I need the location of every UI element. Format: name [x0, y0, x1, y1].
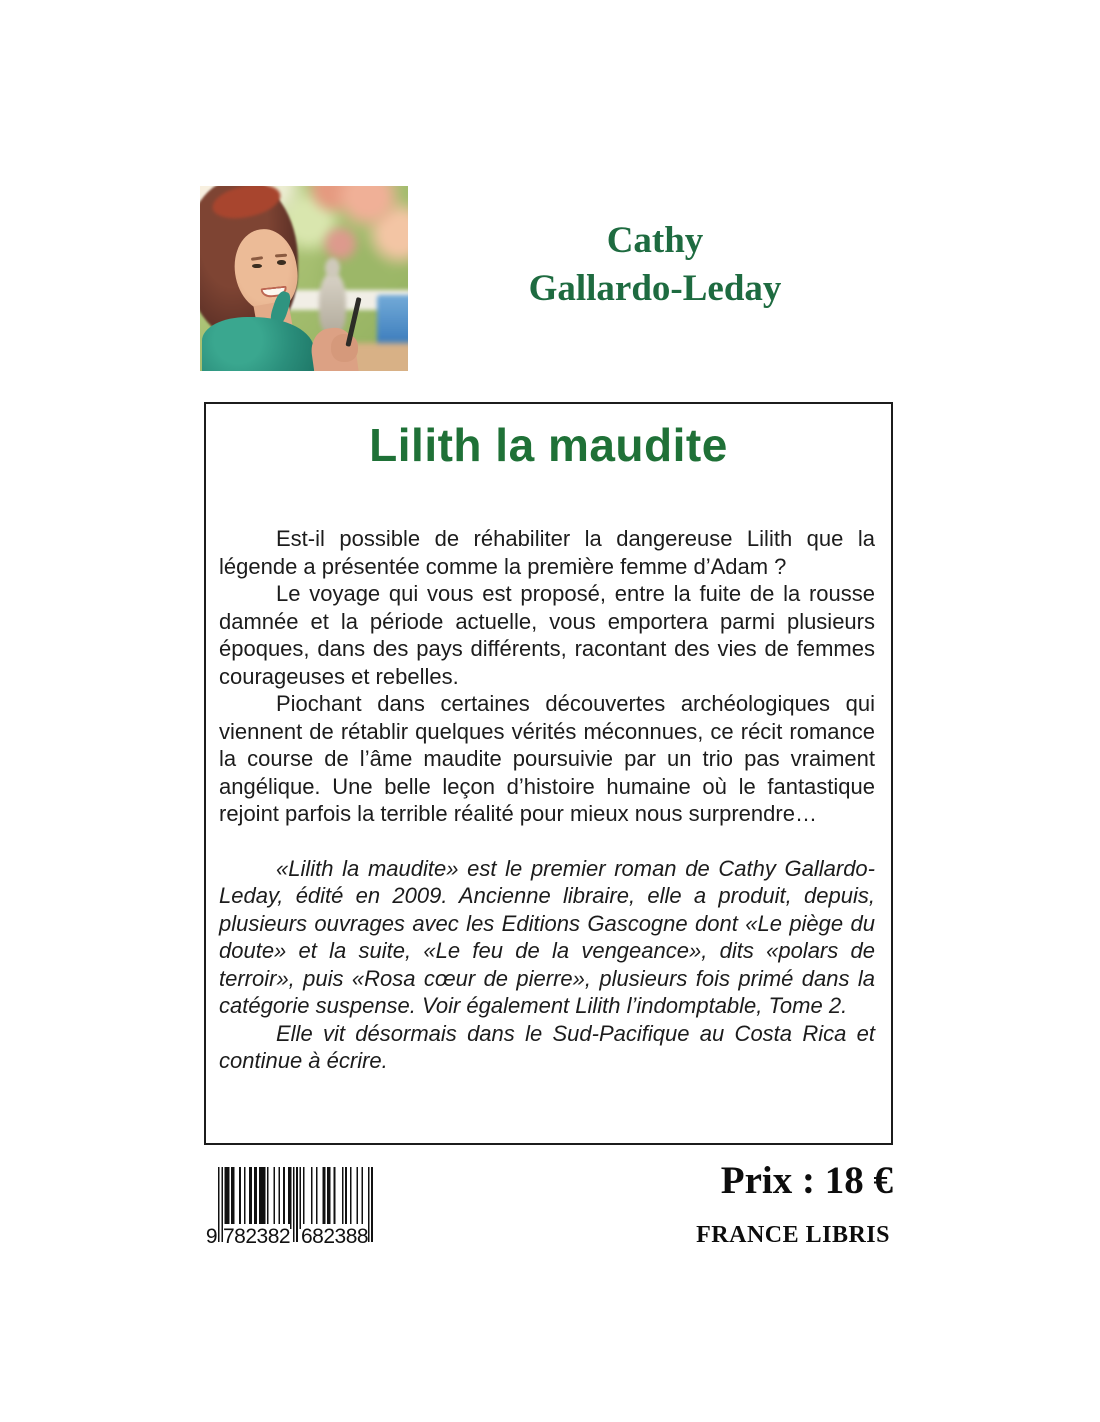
barcode-digits-right: 682388	[301, 1225, 369, 1248]
price-label: Prix : 18 €	[720, 1159, 893, 1202]
barcode-digits-left: 782382	[223, 1225, 291, 1248]
photo-statue	[319, 273, 346, 334]
photo-eye-right	[277, 260, 287, 265]
synopsis-body	[219, 525, 875, 1075]
synopsis-paragraph: Est-il possible de réhabiliter la dangereuse Lilith que la légende a présentée comme la première femme d’Adam ?	[219, 526, 875, 579]
photo-hand	[331, 334, 358, 362]
publisher-name: FRANCE LIBRIS	[696, 1222, 890, 1248]
synopsis-box	[204, 402, 893, 1145]
synopsis-paragraph: Piochant dans certaines découvertes archéologiques qui viennent de rétablir quelques vérités méconnues, ce récit romance la course de l’âme maudite poursuivie par un trio pas vraiment angélique. Une belle leçon d’histoire humaine où le fantastique rejoint parfois la terrible réalité pour mieux nous surprendre…	[219, 691, 875, 826]
author-bio-paragraph: Elle vit désormais dans le Sud-Pacifique au Costa Rica et continue à écrire.	[219, 1020, 875, 1073]
author-photo	[200, 186, 408, 371]
author-bio-paragraph: «Lilith la maudite» est le premier roman de Cathy Gallardo-Leday, édité en 2009. Ancienne libraire, elle a produit, depuis, plusieurs ouvrages avec les Editions Gascogne dont «Le piège du doute» et la suite, «Le feu de la vengeance», dits «polars de terroir», puis «Rosa cœur de pierre», plusieurs fois primé dans la catégorie suspense. Voir également Lilith l’indomptable, Tome 2.	[219, 855, 875, 1018]
photo-eyebrow-right	[275, 253, 288, 256]
author-name	[420, 217, 890, 313]
ean13-barcode	[206, 1167, 376, 1255]
barcode-digit-first: 9	[205, 1225, 218, 1248]
book-title: Lilith la maudite	[369, 419, 728, 471]
author-last-name: Gallardo-Leday	[528, 268, 782, 309]
synopsis-paragraph: Le voyage qui vous est proposé, entre la fuite de la rousse damnée et la période actuelle, vous emportera parmi plusieurs époques, dans des pays différents, racontant des vies de femmes courageuses et rebelles.	[219, 581, 875, 689]
author-first-name: Cathy	[606, 220, 704, 261]
